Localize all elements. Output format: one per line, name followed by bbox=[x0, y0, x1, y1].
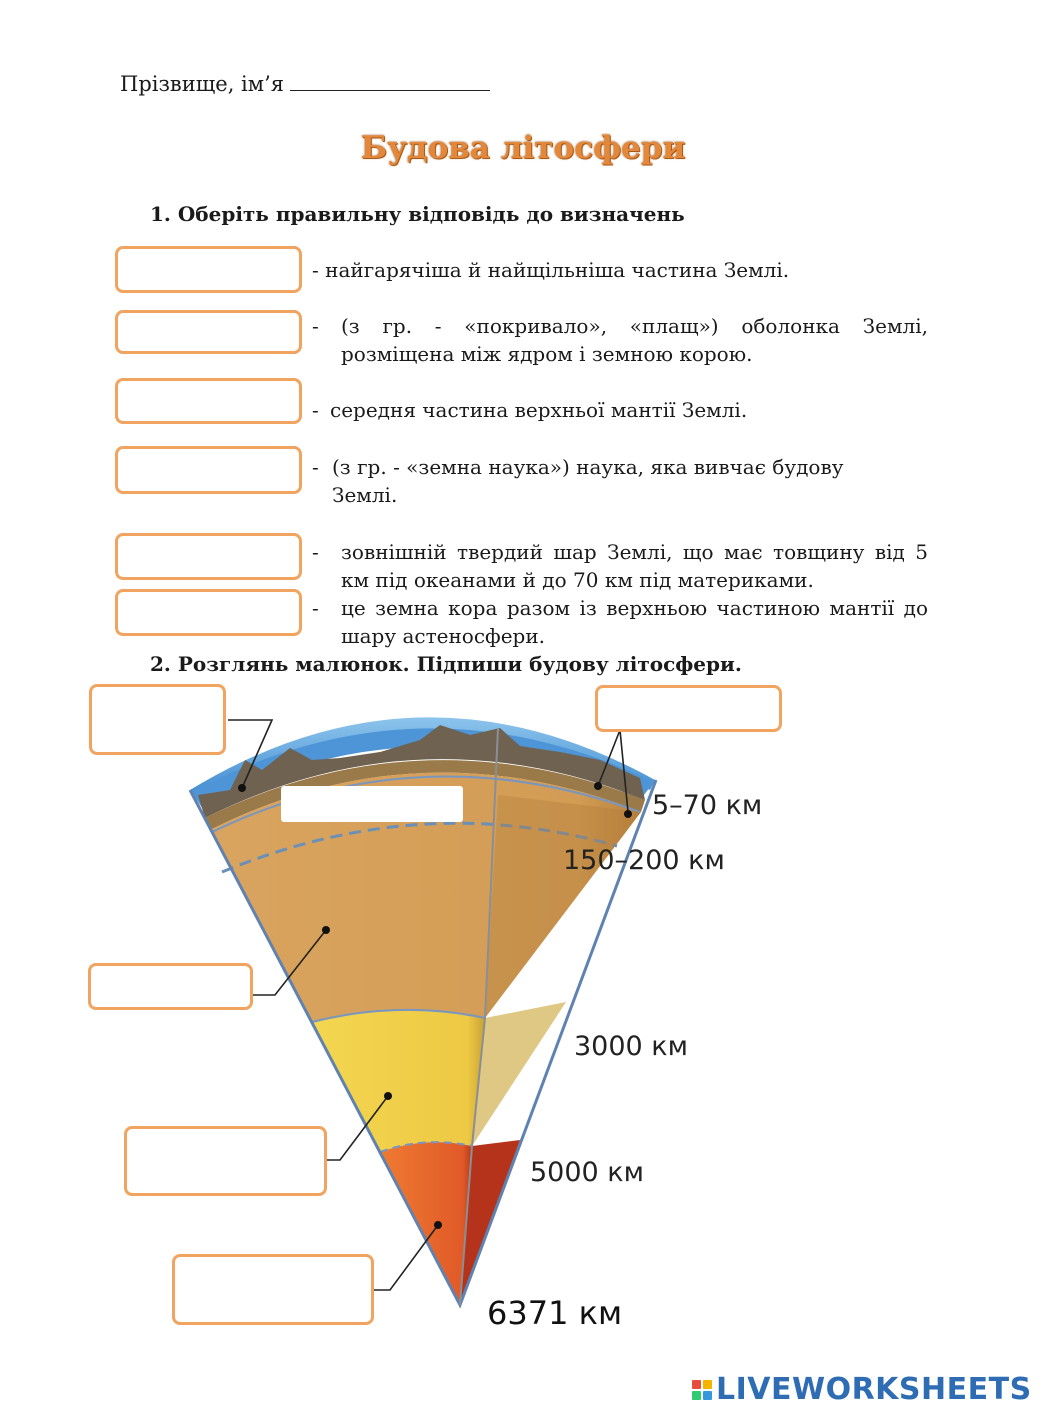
definition-6 bbox=[312, 594, 932, 652]
definition-1-text: - найгарячіша й найщільніша частина Землі. bbox=[312, 258, 790, 282]
definition-2-dash: - bbox=[312, 314, 319, 338]
diagram-blank-asthenosphere[interactable] bbox=[281, 786, 463, 822]
liveworksheets-logo-icon bbox=[692, 1380, 712, 1400]
depth-label-mantle: 3000 км bbox=[574, 1031, 688, 1062]
definition-3-dash: - bbox=[312, 398, 319, 422]
definition-6-dash: - bbox=[312, 596, 319, 620]
answer-box-3[interactable] bbox=[115, 378, 302, 424]
depth-label-center: 6371 км bbox=[487, 1294, 623, 1332]
diagram-box-lithosphere[interactable] bbox=[595, 685, 782, 732]
watermark bbox=[692, 1372, 1032, 1407]
diagram-box-mantle[interactable] bbox=[88, 963, 253, 1010]
page-title: Будова літосфери bbox=[360, 130, 686, 166]
depth-label-crust: 5–70 км bbox=[652, 790, 763, 821]
definition-1 bbox=[312, 256, 932, 284]
task2-heading: 2. Розглянь малюнок. Підпиши будову літосфери. bbox=[150, 652, 742, 676]
answer-box-5[interactable] bbox=[115, 533, 302, 580]
name-label: Прізвище, ім’я bbox=[120, 72, 285, 96]
watermark-text: LIVEWORKSHEETS bbox=[716, 1372, 1032, 1407]
definition-3-text: середня частина верхньої мантії Землі. bbox=[330, 398, 748, 422]
definition-4-text: (з гр. - «земна наука») наука, яка вивчає будову Землі. bbox=[332, 455, 844, 507]
definition-5 bbox=[312, 538, 932, 596]
outer-core-layer bbox=[312, 1010, 485, 1152]
depth-label-asthenosphere: 150–200 км bbox=[563, 845, 725, 876]
diagram-box-crust[interactable] bbox=[89, 684, 226, 755]
answer-box-4[interactable] bbox=[115, 446, 302, 494]
answer-box-1[interactable] bbox=[115, 246, 302, 293]
definition-4 bbox=[312, 453, 932, 513]
answer-box-2[interactable] bbox=[115, 310, 302, 354]
answer-box-6[interactable] bbox=[115, 589, 302, 636]
definition-2 bbox=[312, 312, 932, 372]
name-blank[interactable] bbox=[290, 72, 490, 91]
definition-5-text: зовнішній твердий шар Землі, що має товщину від 5 км під океанами й до 70 км під материками. bbox=[341, 540, 928, 592]
diagram-box-inner-core[interactable] bbox=[172, 1254, 374, 1325]
outer-core-side bbox=[472, 1002, 566, 1146]
mantle-side-face bbox=[485, 795, 641, 1018]
definition-2-text: (з гр. - «покривало», «плащ») оболонка Землі, розміщена між ядром і земною корою. bbox=[341, 314, 928, 366]
depth-label-outer-core: 5000 км bbox=[530, 1157, 644, 1188]
definition-5-dash: - bbox=[312, 540, 319, 564]
earth-section-diagram bbox=[0, 680, 1000, 1360]
task1-heading: 1. Оберіть правильну відповідь до визначень bbox=[150, 202, 685, 226]
inner-core-layer bbox=[380, 1142, 472, 1305]
definition-4-dash: - bbox=[312, 455, 319, 479]
name-line bbox=[120, 72, 490, 96]
definition-6-text: це земна кора разом із верхньою частиною мантії до шару астеносфери. bbox=[341, 596, 928, 648]
diagram-box-outer-core[interactable] bbox=[124, 1126, 327, 1196]
